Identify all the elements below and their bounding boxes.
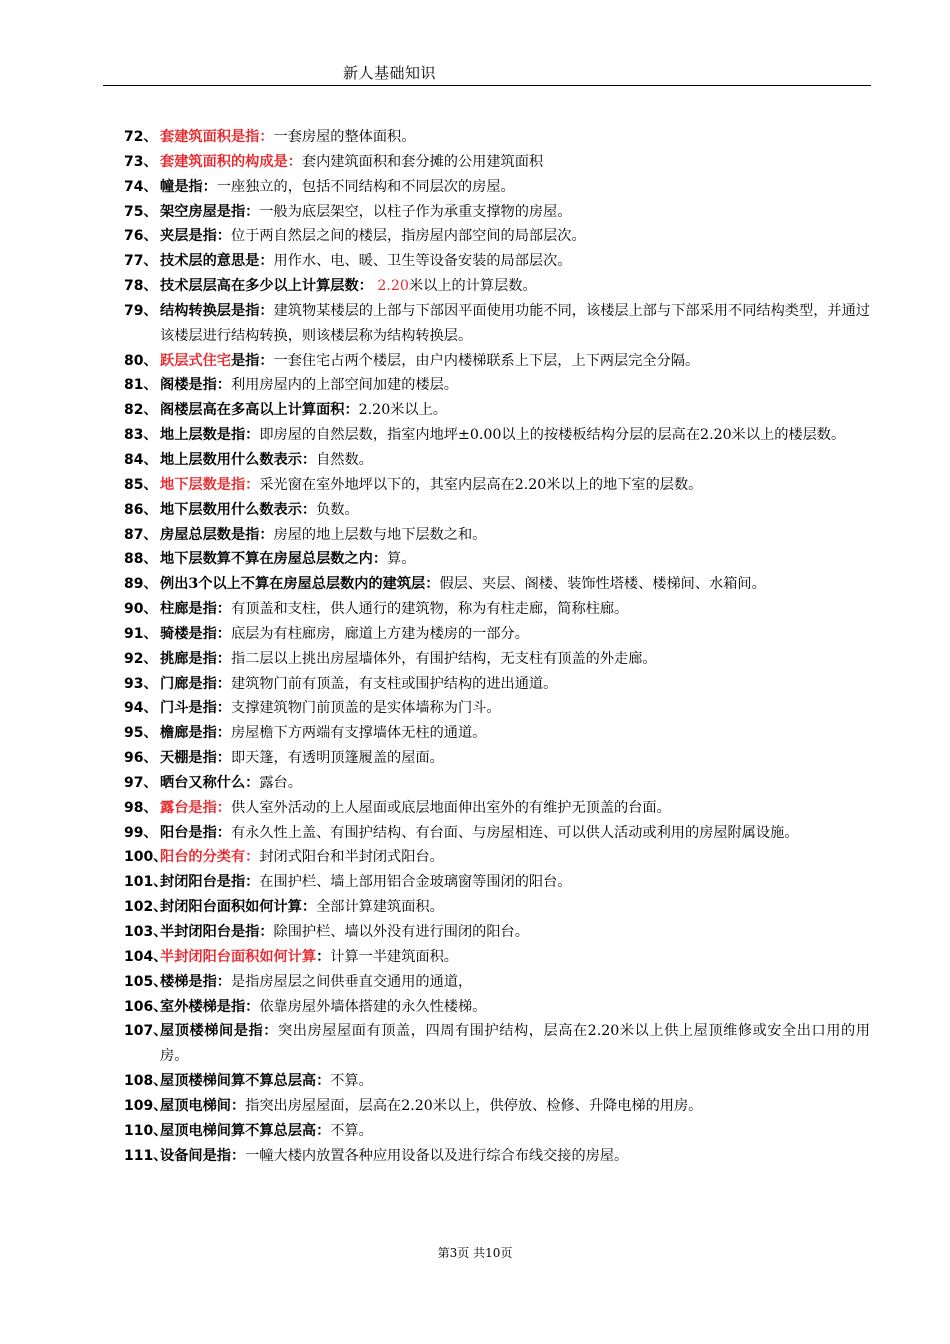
item-number: 95、 (124, 725, 158, 742)
item-answer (439, 576, 765, 592)
list-item (124, 622, 870, 647)
item-answer (245, 1098, 702, 1114)
list-item (124, 249, 870, 274)
item-number: 79、 (124, 302, 158, 319)
item-answer-text: 是指房屋层之间供垂直交通用的通道， (230, 973, 473, 990)
item-answer (259, 427, 845, 443)
item-question: 阁楼层高在多高以上计算面积： (160, 402, 359, 419)
item-answer (330, 1073, 373, 1089)
item-question: 室外楼梯是指： (160, 998, 260, 1015)
item-question: 屋顶电梯间： (160, 1097, 246, 1114)
item-number: 80、 (124, 352, 158, 369)
item-number: 109、 (124, 1097, 168, 1114)
page-footer: 第3页 共10页 (437, 1246, 513, 1260)
list-item (124, 970, 870, 995)
item-question: 屋顶楼梯间是指： (160, 1023, 278, 1040)
item-answer (231, 725, 486, 741)
item-number: 111、 (124, 1147, 168, 1164)
item-answer-text: 供人室外活动的上人屋面或底层地面伸出室外的有维护无顶盖的台面。 (230, 799, 671, 816)
item-question: 封闭阳台是指： (160, 874, 260, 891)
list-item (124, 150, 870, 175)
item-answer (316, 899, 444, 915)
page-header-title: 新人基础知识 (343, 64, 437, 82)
item-question: 阁楼是指： (160, 377, 231, 394)
item-number: 97、 (124, 774, 158, 791)
list-item (124, 125, 870, 150)
list-item (124, 473, 870, 498)
list-item (124, 299, 870, 349)
item-number: 106、 (124, 998, 168, 1015)
list-item (124, 1144, 870, 1169)
item-number: 104、 (124, 948, 168, 965)
item-answer-text: 露台。 (259, 774, 302, 791)
item-answer-text: 一幢大楼内放置各种应用设备以及进行综合布线交接的房屋。 (245, 1147, 629, 1164)
list-item (124, 1094, 870, 1119)
list-item (124, 448, 870, 473)
item-answer-text: 一套住宅占两个楼层，由户内楼梯联系上下层，上下两层完全分隔。 (273, 352, 700, 369)
list-item (124, 945, 870, 970)
item-number: 90、 (124, 601, 158, 618)
item-number: 72、 (124, 129, 158, 145)
item-answer (259, 999, 486, 1015)
item-question: 技术层的意思是： (160, 253, 274, 270)
item-question: 地下层数用什么数表示： (160, 501, 317, 518)
list-item (124, 200, 870, 225)
item-answer-text: 指突出房屋屋面，层高在2.20米以上，供停放、检修、升降电梯的用房。 (245, 1097, 703, 1114)
item-question: 楼梯是指： (160, 973, 231, 990)
item-answer (231, 626, 529, 642)
list-item (124, 845, 870, 870)
item-answer-text: 指二层以上挑出房屋墙体外，有围护结构，无支柱有顶盖的外走廊。 (230, 650, 657, 667)
item-answer-text: 套内建筑面积和套分摊的公用建筑面积 (301, 153, 544, 170)
item-question: 半封闭阳台是指： (160, 924, 274, 940)
item-answer (274, 129, 416, 145)
item-answer-text: 除围护栏、墙以外没有进行围闭的阳台。 (273, 924, 529, 940)
item-answer-text: 不算。 (330, 1073, 373, 1090)
item-number: 84、 (124, 451, 158, 468)
item-number: 100、 (124, 849, 168, 866)
item-answer (231, 750, 444, 766)
item-number: 105、 (124, 973, 168, 990)
item-answer-text: 2.20米以上。 (358, 402, 447, 419)
item-number: 94、 (124, 700, 158, 717)
item-answer-text: 用作水、电、暖、卫生等设备安装的局部层次。 (273, 253, 572, 270)
item-question: 半封闭阳台面积如何计算 (160, 948, 317, 965)
list-item (124, 349, 870, 374)
item-number: 78、 (124, 278, 158, 295)
item-answer-text: 负数。 (316, 501, 359, 518)
list-item (124, 870, 870, 895)
item-number: 108、 (124, 1073, 168, 1090)
item-answer-text: 突出房屋屋面有顶盖，四周有围护结构，层高在2.20米以上供上屋顶维修或安全出口用的用房。 (160, 1023, 870, 1065)
list-item (124, 423, 870, 448)
list-item (124, 696, 870, 721)
item-number: 93、 (124, 675, 158, 692)
item-number: 91、 (124, 625, 158, 642)
item-answer-text: 一套房屋的整体面积。 (273, 129, 416, 145)
item-number: 74、 (124, 178, 158, 195)
item-question: 地下层数是指： (160, 476, 260, 493)
list-item (124, 398, 870, 423)
item-answer (231, 974, 472, 990)
list-item (124, 373, 870, 398)
list-item (124, 1069, 870, 1094)
list-item (124, 274, 870, 299)
item-question: 晒台又称什么： (160, 774, 260, 791)
item-answer (373, 278, 537, 294)
item-answer-text: 米以上的计算层数。 (408, 278, 537, 295)
item-answer (231, 800, 671, 816)
item-question: 例出3个以上不算在房屋总层数内的建筑层： (160, 576, 440, 593)
item-question: 地下层数算不算在房屋总层数之内： (160, 551, 388, 568)
item-answer (259, 849, 443, 865)
item-number: 85、 (124, 476, 158, 493)
item-answer (231, 601, 628, 617)
item-question: 套建筑面积的构成是： (160, 153, 302, 170)
item-question: 檐廊是指： (160, 725, 231, 742)
item-answer-text: 假层、夹层、阁楼、装饰性塔楼、楼梯间、水箱间。 (439, 576, 766, 593)
item-answer (259, 874, 571, 890)
item-answer-text: 算。 (387, 551, 416, 568)
item-question: 架空房屋是指： (160, 203, 260, 220)
item-question: 跃层式住宅 (160, 352, 231, 369)
item-answer-text: 自然数。 (316, 451, 373, 468)
item-question: 结构转换层是指： (160, 302, 274, 319)
item-question: 幢是指： (160, 178, 217, 195)
list-item (124, 523, 870, 548)
item-answer-text: 底层为有柱廊房，廊道上方建为楼房的一部分。 (230, 625, 529, 642)
item-question: 技术层层高在多少以上计算层数： (160, 278, 373, 295)
item-answer-text: 即天篷，有透明顶篷履盖的屋面。 (230, 750, 444, 767)
item-number: 102、 (124, 899, 168, 916)
item-question: 门廊是指： (160, 675, 231, 692)
item-question: 屋顶楼梯间算不算总层高： (160, 1073, 331, 1090)
item-answer-text: 封闭式阳台和半封闭式阳台。 (259, 849, 444, 866)
item-question: 夹层是指： (160, 228, 231, 245)
item-number: 88、 (124, 551, 158, 568)
item-answer (231, 676, 557, 692)
item-question: 阳台是指： (160, 824, 231, 841)
item-number: 77、 (124, 253, 158, 270)
list-item (124, 1119, 870, 1144)
list-item (124, 771, 870, 796)
item-answer-text: 在围护栏、墙上部用铝合金玻璃窗等围闭的阳台。 (259, 874, 572, 891)
item-answer (259, 775, 302, 791)
item-question-suffix: ： (316, 948, 331, 965)
item-answer (274, 924, 529, 940)
item-number: 99、 (124, 824, 158, 841)
item-answer (231, 377, 458, 393)
item-answer-text: 计算一半建筑面积。 (330, 948, 458, 965)
list-item (124, 672, 870, 697)
item-answer (316, 452, 373, 468)
item-question: 柱廊是指： (160, 601, 231, 618)
item-answer (231, 825, 799, 841)
item-number: 73、 (124, 153, 158, 170)
item-answer (387, 551, 415, 567)
item-answer-text: 一座独立的，包括不同结构和不同层次的房屋。 (216, 178, 515, 195)
list-item (124, 920, 870, 945)
item-number: 87、 (124, 526, 158, 543)
list-item (124, 597, 870, 622)
list-item (124, 498, 870, 523)
item-answer-text: 依靠房屋外墙体搭建的永久性楼梯。 (259, 998, 487, 1015)
header-divider (103, 85, 871, 86)
item-question: 露台是指： (160, 799, 231, 816)
item-answer-text: 不算。 (330, 1122, 373, 1139)
item-answer (359, 402, 447, 418)
list-item (124, 746, 870, 771)
item-question: 挑廊是指： (160, 650, 231, 667)
list-item (124, 572, 870, 597)
item-question: 天棚是指： (160, 750, 231, 767)
item-number: 86、 (124, 501, 158, 518)
list-item (124, 721, 870, 746)
list-item (124, 895, 870, 920)
item-answer-text: 即房屋的自然层数，指室内地坪±0.00以上的按楼板结构分层的层高在2.20米以上的楼层数。 (259, 427, 846, 444)
item-answer (231, 700, 501, 716)
item-question: 封闭阳台面积如何计算： (160, 899, 317, 916)
item-question: 阳台的分类有： (160, 849, 260, 866)
item-number: 101、 (124, 874, 168, 891)
item-question: 设备间是指： (160, 1147, 246, 1164)
item-answer-text: 有顶盖和支柱，供人通行的建筑物，称为有柱走廊，简称柱廊。 (230, 601, 629, 618)
item-number: 110、 (124, 1122, 168, 1139)
list-item (124, 1019, 870, 1069)
item-number: 83、 (124, 427, 158, 444)
item-answer (316, 502, 359, 518)
item-answer-text: 建筑物门前有顶盖，有支柱或围护结构的进出通道。 (230, 675, 558, 692)
item-number: 96、 (124, 750, 158, 767)
item-answer-text: 房屋檐下方两端有支撑墙体无柱的通道。 (230, 725, 487, 742)
item-answer-text: 房屋的地上层数与地下层数之和。 (273, 526, 487, 543)
item-number: 76、 (124, 228, 158, 245)
item-answer (259, 477, 702, 493)
item-answer (274, 353, 700, 369)
list-item (124, 995, 870, 1020)
item-question: 门斗是指： (160, 700, 231, 717)
item-question: 屋顶电梯间算不算总层高： (160, 1122, 331, 1139)
item-question: 地上层数是指： (160, 427, 260, 444)
item-answer (245, 1148, 628, 1164)
item-number: 81、 (124, 377, 158, 394)
item-answer (217, 179, 515, 195)
item-number: 92、 (124, 650, 158, 667)
item-number: 75、 (124, 203, 158, 220)
item-number: 82、 (124, 402, 158, 419)
item-number: 107、 (124, 1023, 168, 1040)
item-answer-text: 一般为底层架空，以柱子作为承重支撑物的房屋。 (259, 203, 572, 220)
item-answer (259, 204, 571, 220)
item-answer (302, 154, 543, 170)
item-answer (274, 253, 572, 269)
list-item (124, 821, 870, 846)
list-item (124, 796, 870, 821)
item-question: 骑楼是指： (160, 625, 231, 642)
item-answer-text: 建筑物某楼层的上部与下部因平面使用功能不同，该楼层上部与下部采用不同结构类型，并通过该楼层进行结构转换，则该楼层称为结构转换层。 (160, 302, 870, 344)
item-answer (330, 949, 458, 965)
item-number: 89、 (124, 576, 158, 593)
item-answer (330, 1123, 373, 1139)
item-question: 套建筑面积是指： (160, 129, 274, 145)
item-answer-text: 采光窗在室外地坪以下的，其室内层高在2.20米以上的地下室的层数。 (259, 476, 703, 493)
item-answer-highlight: 2.20 (372, 278, 409, 295)
item-answer-text: 有永久性上盖、有围护结构、有台面、与房屋相连、可以供人活动或利用的房屋附属设施。 (230, 824, 799, 841)
list-item (124, 175, 870, 200)
item-answer-text: 利用房屋内的上部空间加建的楼层。 (230, 377, 458, 394)
list-item (124, 647, 870, 672)
item-answer (274, 527, 487, 543)
item-answer (231, 651, 657, 667)
item-answer (231, 228, 586, 244)
item-number: 103、 (124, 924, 168, 940)
item-question: 地上层数用什么数表示： (160, 451, 317, 468)
item-question-suffix: 是指： (230, 352, 274, 369)
item-number: 98、 (124, 799, 158, 816)
item-answer-text: 位于两自然层之间的楼层，指房屋内部空间的局部层次。 (230, 228, 586, 245)
list-item (124, 547, 870, 572)
item-question: 房屋总层数是指： (160, 526, 274, 543)
list-item (124, 224, 870, 249)
item-answer-text: 支撑建筑物门前顶盖的是实体墙称为门斗。 (230, 700, 501, 717)
qa-list (124, 125, 870, 1168)
item-answer-text: 全部计算建筑面积。 (316, 899, 444, 916)
